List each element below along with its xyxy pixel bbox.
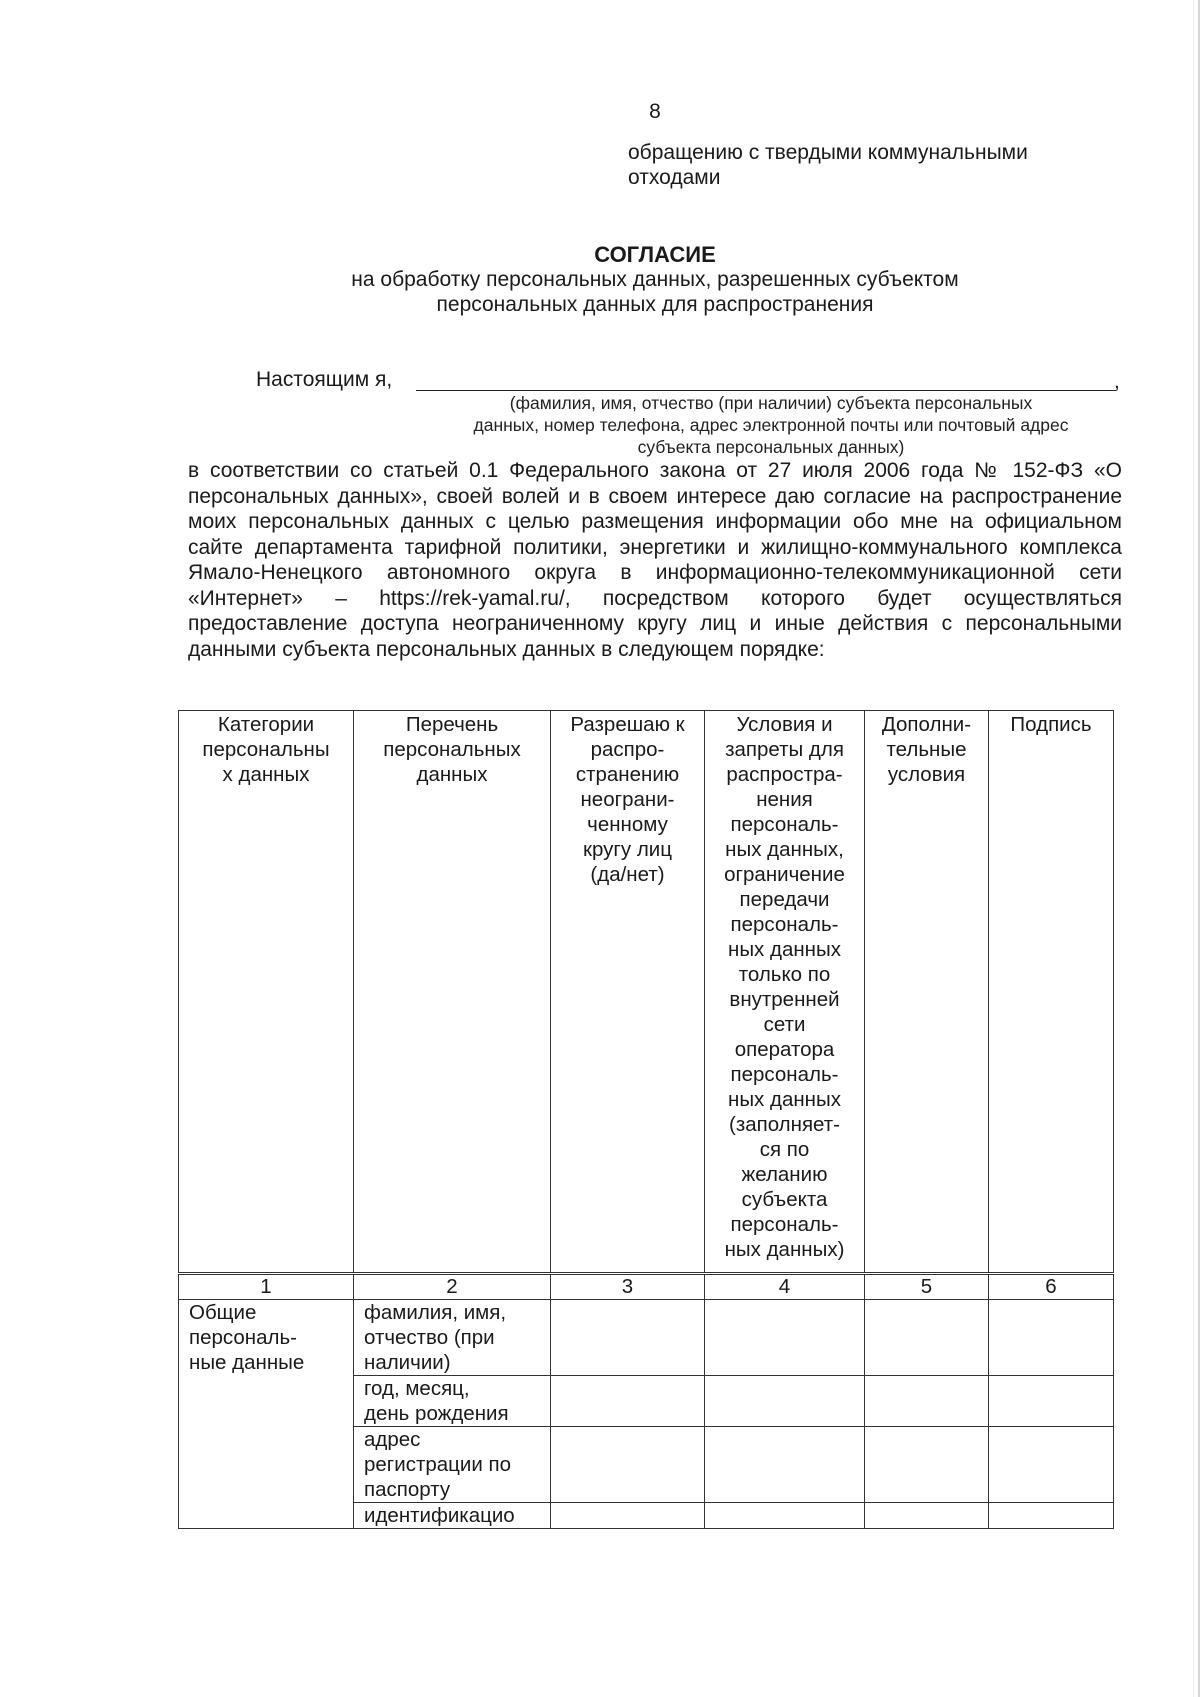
conditions-cell[interactable] [705,1503,865,1529]
item-full-name: фамилия, имя, отчество (при наличии) [354,1300,551,1376]
name-fill-line[interactable] [416,390,1116,391]
column-number: 2 [354,1274,551,1300]
document-title: СОГЛАСИЕ [594,242,716,267]
column-number: 4 [705,1274,865,1300]
column-number: 5 [865,1274,989,1300]
permission-cell[interactable] [551,1376,705,1427]
signature-cell[interactable] [989,1503,1114,1529]
item-birth-date: год, месяц, день рождения [354,1376,551,1427]
appendix-caption-line: отходами [628,166,721,189]
item-identification: идентификацио [354,1503,551,1529]
column-number: 1 [179,1274,354,1300]
intro-lead: Настоящим я, [256,368,393,391]
appendix-caption [628,140,1148,190]
header-data-list: Перечень персональных данных [354,711,551,1274]
page-number: 8 [649,100,661,123]
conditions-cell[interactable] [705,1427,865,1503]
table-header-row [179,711,1114,1274]
subtitle-line: персональных данных для распространения [436,293,874,316]
permission-cell[interactable] [551,1503,705,1529]
document-subtitle [160,267,1150,317]
header-signature: Подпись [989,711,1114,1274]
conditions-cell[interactable] [705,1376,865,1427]
appendix-caption-line: обращению с твердыми коммунальными [628,141,1028,164]
signature-cell[interactable] [989,1427,1114,1503]
fill-hint [436,392,1106,458]
header-categories: Категории персональны х данных [179,711,354,1274]
item-registration-address: адрес регистрации по паспорту [354,1427,551,1503]
permission-cell[interactable] [551,1300,705,1376]
table-row [179,1300,1114,1376]
conditions-cell[interactable] [705,1300,865,1376]
permission-cell[interactable] [551,1427,705,1503]
additional-cell[interactable] [865,1300,989,1376]
header-additional: Дополни- тельные условия [865,711,989,1274]
column-number-row [179,1274,1114,1300]
intro-comma: , [1114,370,1120,393]
additional-cell[interactable] [865,1376,989,1427]
subtitle-line: на обработку персональных данных, разрешенных субъектом [351,268,959,291]
fill-hint-line: (фамилия, имя, отчество (при наличии) субъекта персональных [509,393,1033,413]
consent-table [178,710,1114,1529]
column-number: 3 [551,1274,705,1300]
additional-cell[interactable] [865,1503,989,1529]
header-permission: Разрешаю к распро- странению неограни- ченному кругу лиц (да/нет) [551,711,705,1274]
fill-hint-line: субъекта персональных данных) [637,437,905,457]
fill-hint-line: данных, номер телефона, адрес электронной почты или почтовый адрес [473,415,1069,435]
signature-cell[interactable] [989,1376,1114,1427]
column-number: 6 [989,1274,1114,1300]
additional-cell[interactable] [865,1427,989,1503]
header-conditions: Условия и запреты для распростра- нения персональ- ных данных, ограничение передачи персональ- ных данных только по внутренней сети оператора персональ- ных данных (заполняет- ся по желанию субъекта персональ- ных данных) [705,711,865,1274]
signature-cell[interactable] [989,1300,1114,1376]
consent-paragraph: в соответствии со статьей 0.1 Федерального закона от 27 июля 2006 года № 152-ФЗ «О персональных данных», своей волей и в своем интересе даю согласие на распространение моих персональных данных с целью размещения информации обо мне на официальном сайте департамента тарифной политики, энергетики и жилищно-коммунального комплекса Ямало-Ненецкого автономного округа в информационно-телекоммуникационной сети «Интернет» – https://rek-yamal.ru/, посредством которого будет осуществляться предоставление доступа неограниченному кругу лиц и иные действия с персональными данными субъекта персональных данных в следующем порядке: [188,459,1122,661]
category-general: Общие персональ- ные данные [179,1300,354,1529]
